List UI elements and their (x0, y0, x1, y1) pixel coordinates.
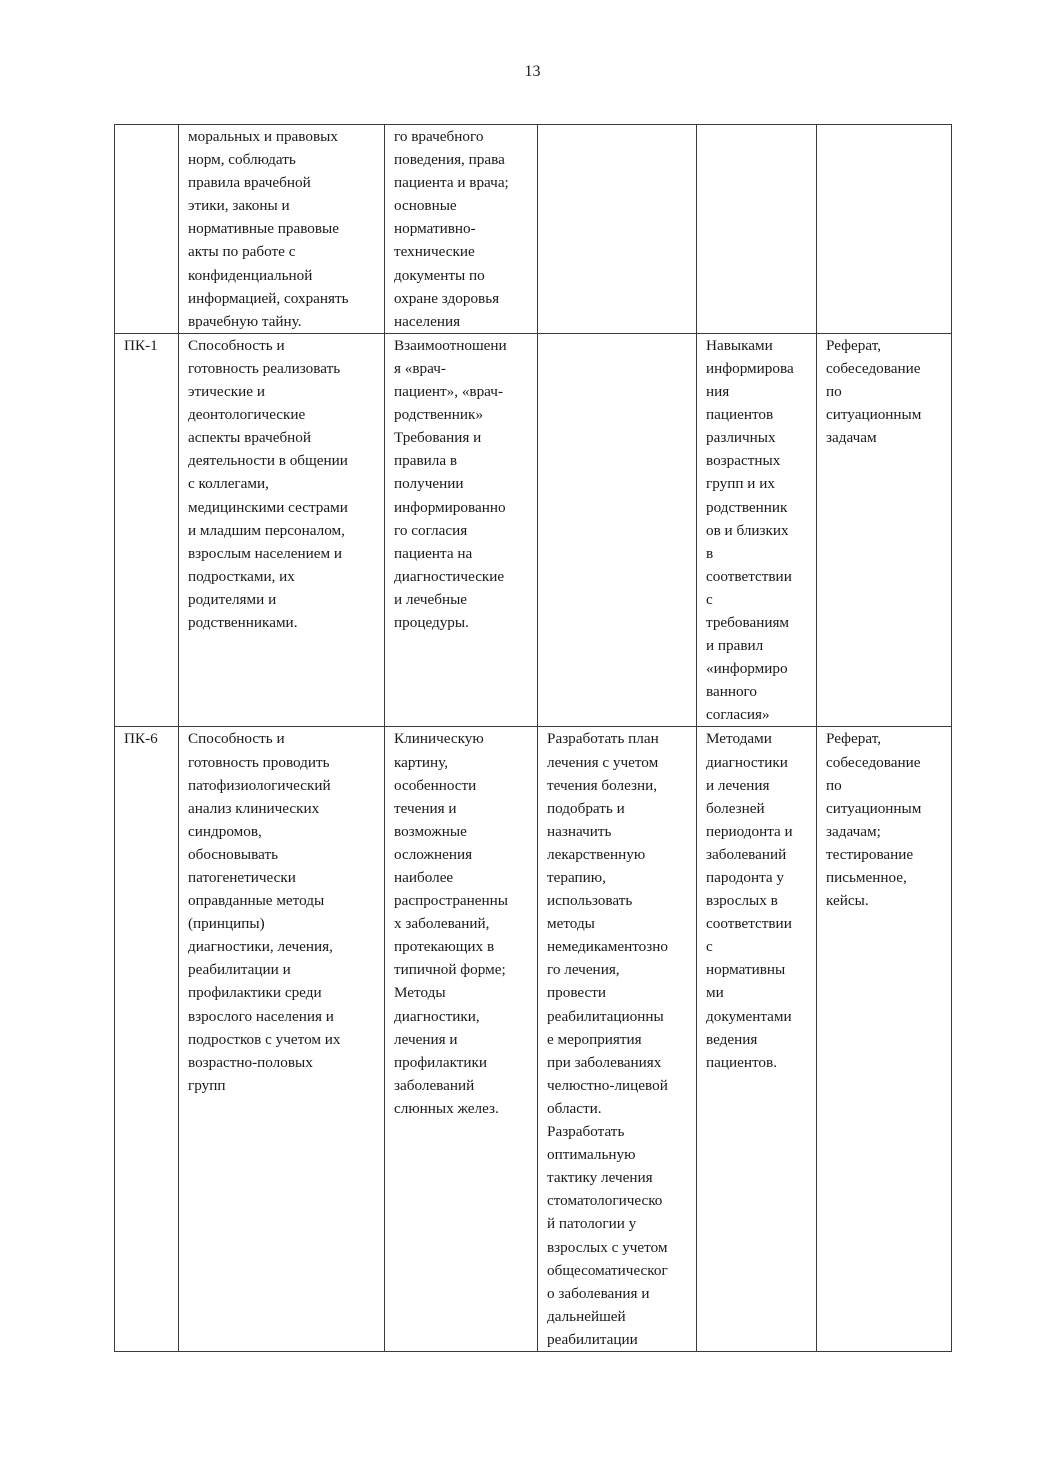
knowledge-text: Клиническую картину, особенности течения и возможные осложнения наиболее распространенны х заболеваний, протекающих в типичной форме; Методы диагностики, лечения и профилактики заболеваний слюнных желез. (394, 730, 508, 1117)
skills-cell (538, 333, 697, 727)
skills-cell (538, 727, 697, 1352)
competency-table (114, 124, 952, 1352)
competency-code-cell (115, 727, 179, 1352)
knowledge-text: го врачебного поведения, права пациента и врача; основные нормативно- технические документы по охране здоровья населения (394, 128, 509, 330)
ability-cell (179, 125, 385, 334)
assessment-text: Реферат, собеседование по ситуационным задачам; тестирование письменное, кейсы. (826, 730, 922, 910)
ability-text: Способность и готовность проводить патофизиологический анализ клинических синдромов, обосновывать патогенетически оправданные методы (принципы) диагностики, лечения, реабилитации и профилактики среди взрослого населения и подростков с учетом их возрастно-половых групп (188, 730, 341, 1094)
mastery-text: Навыками информирова ния пациентов различных возрастных групп и их родственник ов и близких в соответствии с требованиям и правил «информиро ванного согласия» (706, 336, 794, 724)
knowledge-cell (385, 125, 538, 334)
skills-text: Разработать план лечения с учетом течения болезни, подобрать и назначить лекарственную терапию, использовать методы немедикаментозно го лечения, провести реабилитационны е мероприятия при заболеваниях челюстно-лицевой области. Разработать оптимальную тактику лечения стоматологическо й патологии у взрослых с учетом общесоматическог о заболевания и дальнейшей реабилитации (547, 730, 668, 1348)
mastery-text: Методами диагностики и лечения болезней периодонта и заболеваний пародонта у взрослых в соответствии с нормативны ми документами ведения пациентов. (706, 730, 793, 1071)
competency-code: ПК-6 (124, 730, 158, 748)
competency-code: ПК-1 (124, 336, 158, 354)
skills-cell (538, 125, 697, 334)
assessment-cell (817, 125, 952, 334)
mastery-cell (697, 727, 817, 1352)
table-row (115, 333, 952, 727)
table-row (115, 125, 952, 334)
competency-code-cell (115, 333, 179, 727)
ability-cell (179, 727, 385, 1352)
knowledge-text: Взаимоотношени я «врач- пациент», «врач- родственник» Требования и правила в получении информированно го согласия пациента на диагностические и лечебные процедуры. (394, 336, 507, 631)
competency-code-cell (115, 125, 179, 334)
mastery-cell (697, 125, 817, 334)
mastery-cell (697, 333, 817, 727)
page-number: 13 (524, 63, 541, 80)
ability-text: Способность и готовность реализовать этические и деонтологические аспекты врачебной деятельности в общении с коллегами, медицинскими сестрами и младшим персоналом, взрослым населением и подростками, их родителями и родственниками. (188, 336, 348, 631)
ability-text: моральных и правовых норм, соблюдать правила врачебной этики, законы и нормативные правовые акты по работе с конфиденциальной информацией, сохранять врачебную тайну. (188, 128, 349, 330)
table-row (115, 727, 952, 1352)
knowledge-cell (385, 727, 538, 1352)
assessment-text: Реферат, собеседование по ситуационным задачам (826, 336, 922, 447)
assessment-cell (817, 333, 952, 727)
assessment-cell (817, 727, 952, 1352)
knowledge-cell (385, 333, 538, 727)
ability-cell (179, 333, 385, 727)
